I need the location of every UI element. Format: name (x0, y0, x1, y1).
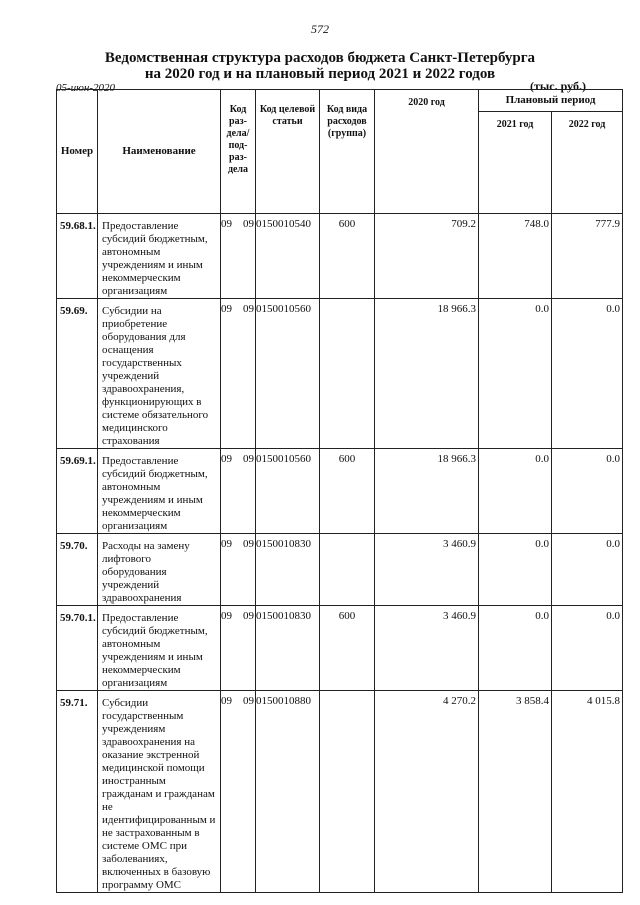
table-row (57, 214, 623, 299)
page-number: 572 (311, 22, 329, 36)
row-expense-type: 600 (320, 606, 375, 691)
header-number: Номер (57, 90, 98, 214)
row-number: 59.69.1. (57, 449, 98, 534)
row-value-2020: 4 270.2 (375, 691, 479, 893)
header-year-2020: 2020 год (375, 90, 479, 214)
document-date: 05-июн-2020 (56, 82, 116, 94)
row-value-2021: 3 858.4 (479, 691, 552, 893)
row-value-2021: 0.0 (479, 606, 552, 691)
row-value-2020: 18 966.3 (375, 449, 479, 534)
row-target-code: 0150010880 (256, 691, 320, 893)
title-line-2: на 2020 год и на плановый период 2021 и 2022 годов (144, 66, 496, 82)
table-row (57, 449, 623, 534)
row-value-2020: 3 460.9 (375, 606, 479, 691)
table-row (57, 691, 623, 893)
row-target-code: 0150010830 (256, 606, 320, 691)
header-section-code: Код раз-дела/ под-раз-дела (221, 90, 256, 214)
header-planned-period: Плановый период (479, 90, 623, 112)
row-section-code: 09 09 (221, 606, 256, 691)
table-row (57, 534, 623, 606)
header-target-code: Код целевой статьи (256, 90, 320, 214)
table-row (57, 606, 623, 691)
row-target-code: 0150010560 (256, 299, 320, 449)
row-value-2022: 0.0 (552, 299, 623, 449)
row-value-2021: 748.0 (479, 214, 552, 299)
row-value-2021: 0.0 (479, 299, 552, 449)
row-name: Предоставление субсидий бюджетным, автономным учреждениям и иным некоммерческим организациям (98, 606, 221, 691)
row-name: Предоставление субсидий бюджетным, автономным учреждениям и иным некоммерческим организациям (98, 214, 221, 299)
header-row-1 (57, 90, 623, 112)
row-section-code: 09 09 (221, 299, 256, 449)
row-number: 59.71. (57, 691, 98, 893)
row-name: Предоставление субсидий бюджетным, автономным учреждениям и иным некоммерческим организациям (98, 449, 221, 534)
row-expense-type: 600 (320, 214, 375, 299)
row-expense-type (320, 534, 375, 606)
row-value-2021: 0.0 (479, 449, 552, 534)
row-name: Субсидии на приобретение оборудования для оснащения государственных учреждений здравоохранения, функционирующих в системе обязательного медицинского страхования (98, 299, 221, 449)
row-expense-type (320, 299, 375, 449)
row-value-2022: 0.0 (552, 534, 623, 606)
row-section-code: 09 09 (221, 691, 256, 893)
row-expense-type (320, 691, 375, 893)
row-number: 59.70. (57, 534, 98, 606)
header-year-2022: 2022 год (552, 112, 623, 214)
row-expense-type: 600 (320, 449, 375, 534)
table-row (57, 299, 623, 449)
row-value-2022: 777.9 (552, 214, 623, 299)
row-section-code: 09 09 (221, 449, 256, 534)
header-name: Наименование (98, 90, 221, 214)
row-value-2022: 0.0 (552, 606, 623, 691)
document-title (0, 50, 640, 82)
header-expense-type: Код вида расходов (группа) (320, 90, 375, 214)
row-value-2022: 0.0 (552, 449, 623, 534)
row-name: Субсидии государственным учреждениям здравоохранения на оказание экстренной медицинской помощи иностранным гражданам и гражданам не идентифицированным и не застрахованным в системе ОМС при заболеваниях, включенных в базовую программу ОМС (98, 691, 221, 893)
row-target-code: 0150010560 (256, 449, 320, 534)
row-value-2020: 18 966.3 (375, 299, 479, 449)
row-section-code: 09 09 (221, 214, 256, 299)
header-year-2021: 2021 год (479, 112, 552, 214)
title-line-1: Ведомственная структура расходов бюджета Санкт-Петербурга (104, 50, 536, 66)
row-target-code: 0150010830 (256, 534, 320, 606)
row-value-2020: 709.2 (375, 214, 479, 299)
row-number: 59.68.1. (57, 214, 98, 299)
row-value-2020: 3 460.9 (375, 534, 479, 606)
row-number: 59.70.1. (57, 606, 98, 691)
row-name: Расходы на замену лифтового оборудования учреждений здравоохранения (98, 534, 221, 606)
row-number: 59.69. (57, 299, 98, 449)
row-value-2021: 0.0 (479, 534, 552, 606)
budget-table (56, 89, 623, 893)
row-section-code: 09 09 (221, 534, 256, 606)
row-value-2022: 4 015.8 (552, 691, 623, 893)
units-label: (тыс. руб.) (530, 79, 586, 93)
row-target-code: 0150010540 (256, 214, 320, 299)
